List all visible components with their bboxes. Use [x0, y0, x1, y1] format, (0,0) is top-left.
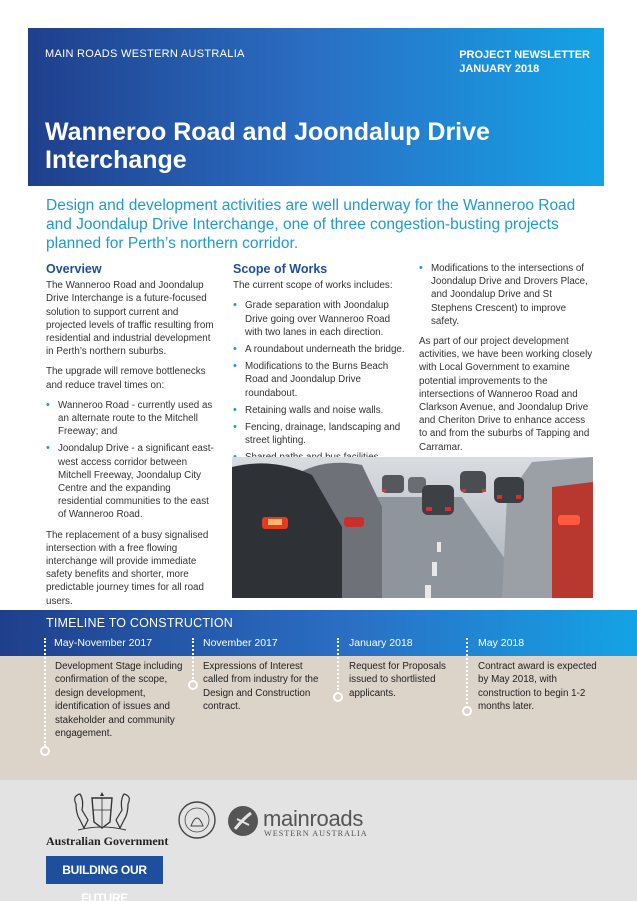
australian-government-wordmark: Australian Government	[46, 834, 169, 848]
coat-of-arms-icon	[70, 790, 134, 832]
building-our-future-badge: BUILDING OUR FUTURE	[46, 856, 163, 884]
timeline-marker-icon	[462, 706, 472, 716]
timeline-description: Expressions of Interest called from industry for the Design and Construction contract.	[203, 661, 319, 713]
page-title	[45, 118, 585, 174]
page-title-line-2: Interchange	[45, 146, 187, 174]
header-banner	[28, 28, 604, 186]
timeline-marker-icon	[40, 746, 50, 756]
list-item: • Wanneroo Road - currently used as an alternate route to the Mitchell Freeway; and	[46, 399, 218, 439]
overview-paragraph-2: The upgrade will remove bottlenecks and reduce travel times on:	[46, 366, 206, 391]
mainroads-subtitle: WESTERN AUSTRALIA	[264, 829, 368, 838]
timeline-marker-icon	[333, 692, 343, 702]
timeline-description: Contract award is expected by May 2018, with construction to begin 1-2 months later.	[478, 661, 597, 713]
page-title-line-1: Wanneroo Road and Joondalup Drive	[45, 118, 490, 146]
intro-paragraph: Design and development activities are well underway for the Wanneroo Road and Joondalup Drive Interchange, one of three congestion-busting projects planned for Perth’s northern corridor.	[46, 197, 576, 252]
overview-section	[46, 263, 218, 615]
scope-list-continued	[419, 262, 594, 328]
timeline-date: May 2018	[478, 637, 525, 649]
timeline-connector	[337, 638, 339, 690]
scope-continued-section	[419, 262, 594, 461]
organisation-name: MAIN ROADS WESTERN AUSTRALIA	[45, 48, 245, 60]
traffic-photo	[232, 457, 593, 598]
list-item: • Modifications to the Burns Beach Road and Joondalup Drive roundabout.	[233, 360, 405, 400]
scope-paragraph: The current scope of works includes:	[233, 280, 393, 292]
timeline-connector	[192, 638, 194, 682]
newsletter-label	[459, 48, 590, 76]
timeline-header	[0, 610, 637, 656]
timeline-marker-icon	[188, 680, 198, 690]
list-item: • Modifications to the intersections of Joondalup Drive and Drovers Place, and Joondalup Drive and St Stephens Crescent) to improve safety.	[419, 262, 594, 328]
overview-paragraph-3: The replacement of a busy signalised intersection with a free flowing interchange will provide immediate safety benefits and shorter, more predictable journey times for all road users.	[46, 529, 209, 607]
timeline-description: Request for Proposals issued to shortlisted applicants.	[349, 661, 446, 699]
scope-section	[233, 263, 405, 472]
mainroads-wordmark: mainroads	[263, 806, 364, 831]
timeline-date: May-November 2017	[54, 637, 153, 649]
list-item: • Grade separation with Joondalup Drive going over Wanneroo Road with two lanes in each direction.	[233, 299, 405, 339]
list-item: • A roundabout underneath the bridge.	[233, 343, 405, 356]
scope-heading: Scope of Works	[233, 262, 328, 276]
scope-list	[233, 299, 405, 464]
overview-paragraph-1: The Wanneroo Road and Joondalup Drive Interchange is a future-focused solution to support current and projected levels of traffic resulting from residential and industrial development in Perth’s northern suburbs.	[46, 280, 214, 358]
overview-heading: Overview	[46, 262, 102, 276]
timeline-connector	[466, 638, 468, 704]
newsletter-type: PROJECT NEWSLETTER	[459, 49, 590, 61]
list-item: • Fencing, drainage, landscaping and street lighting.	[233, 421, 405, 447]
timeline-date: November 2017	[203, 637, 278, 649]
timeline-title: TIMELINE TO CONSTRUCTION	[46, 616, 233, 630]
traffic-illustration	[232, 457, 593, 598]
overview-list	[46, 399, 218, 522]
wa-government-seal-icon	[177, 800, 217, 840]
timeline-description: Development Stage including confirmation of the scope, design development, identification of issues and stakeholder and community engagement.	[55, 661, 183, 740]
list-item: • Joondalup Drive - a significant east-west access corridor between Mitchell Freeway, Joondalup City Centre and the expanding residential communities to the east of Wanneroo Road.	[46, 442, 218, 521]
list-item: • Retaining walls and noise walls.	[233, 404, 405, 417]
timeline-connector	[44, 638, 46, 746]
local-government-paragraph: As part of our project development activities, we have been working closely with Local Government to examine potential improvements to the intersections of Wanneroo Road and Clarkson Avenue, and Joondalup Drive and Cheriton Drive to enhance access to and from the suburbs of Tapping and Carramar.	[419, 336, 593, 453]
mainroads-logo-icon	[227, 805, 259, 837]
timeline-date: January 2018	[349, 637, 413, 649]
newsletter-date: JANUARY 2018	[459, 63, 540, 75]
